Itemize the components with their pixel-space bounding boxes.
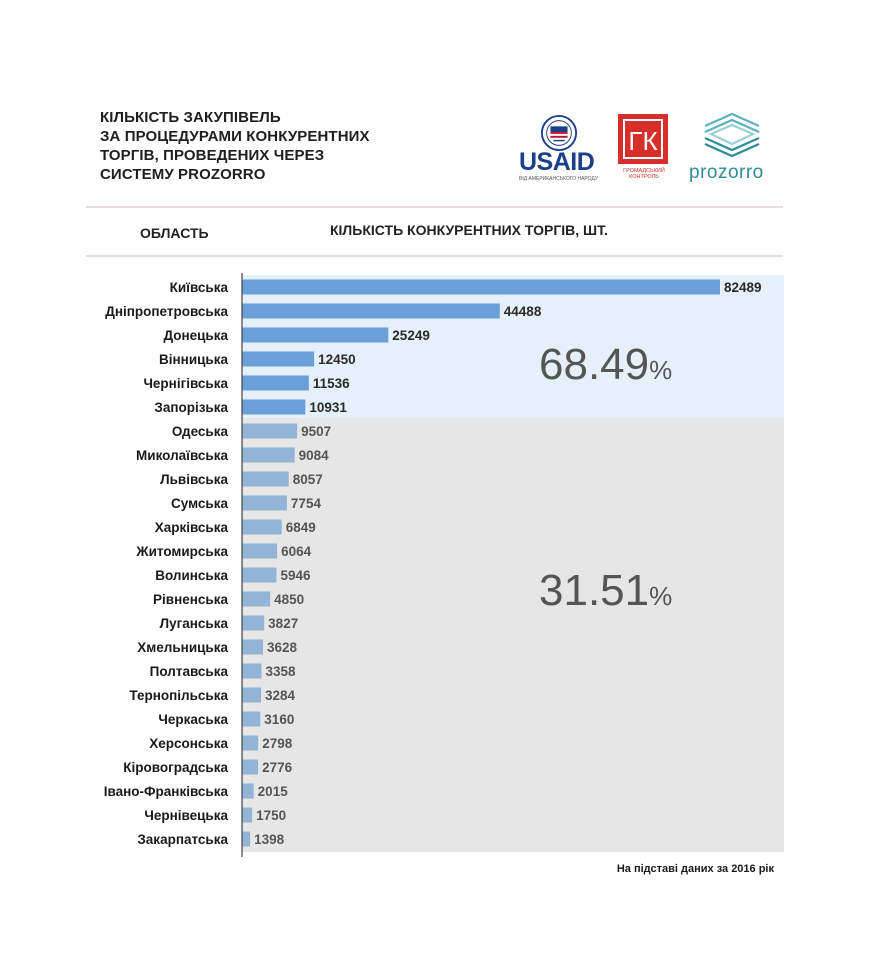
category-label: Вінницька [159, 352, 228, 367]
category-label: Миколаївська [136, 448, 228, 463]
bar-23 [242, 808, 252, 823]
title-line: ЗА ПРОЦЕДУРАМИ КОНКУРЕНТНИХ [100, 128, 370, 145]
value-label: 1750 [256, 808, 287, 823]
category-label: Закарпатська [137, 832, 228, 847]
bar-21 [242, 760, 258, 775]
share-top-group [539, 340, 672, 390]
bar-22 [242, 784, 254, 799]
value-label: 44488 [503, 304, 542, 319]
category-label: Харківська [154, 520, 228, 535]
value-label: 3358 [265, 664, 296, 679]
category-label: Донецька [163, 328, 228, 343]
category-label: Івано-Франківська [103, 784, 228, 799]
bar-1 [242, 280, 720, 295]
value-label: 7754 [290, 496, 321, 511]
value-label: 9507 [301, 424, 332, 439]
bar-20 [242, 736, 258, 751]
bar-15 [242, 616, 264, 631]
category-label: Чернігівська [143, 376, 228, 391]
category-label: Волинська [155, 568, 228, 583]
category-label: Луганська [159, 616, 228, 631]
bar-12 [242, 544, 277, 559]
category-label: Київська [169, 280, 228, 295]
value-label: 25249 [392, 328, 430, 343]
value-label: 3284 [265, 688, 296, 703]
category-label: Одеська [171, 424, 228, 439]
group-panel-rest [242, 418, 784, 852]
group-panel-top [242, 275, 784, 419]
value-label: 4850 [274, 592, 305, 607]
category-label: Полтавська [149, 664, 228, 679]
category-label: Кіровоградська [123, 760, 228, 775]
bar-4 [242, 352, 314, 367]
share-rest-value: 31.51 [539, 566, 650, 615]
value-label: 6849 [285, 520, 316, 535]
title-line: СИСТЕМУ PROZORRO [100, 166, 266, 183]
share-rest-group [539, 566, 672, 616]
column-header-count: КІЛЬКІСТЬ КОНКУРЕНТНИХ ТОРГІВ, ШТ. [330, 222, 608, 238]
category-label: Сумська [171, 496, 228, 511]
category-label: Тернопільська [129, 688, 228, 703]
category-label: Чернівецька [144, 808, 228, 823]
prozorro-wordmark: prozorro [689, 162, 764, 183]
bar-9 [242, 472, 289, 487]
value-label: 12450 [318, 352, 356, 367]
value-label: 9084 [298, 448, 329, 463]
category-label: Запорізька [154, 400, 228, 415]
bar-11 [242, 520, 282, 535]
bar-5 [242, 376, 309, 391]
bar-18 [242, 688, 261, 703]
bar-17 [242, 664, 261, 679]
value-label: 3628 [267, 640, 298, 655]
value-label: 82489 [724, 280, 762, 295]
title-line: КІЛЬКІСТЬ ЗАКУПІВЕЛЬ [100, 109, 281, 126]
category-label: Черкаська [158, 712, 228, 727]
title-line: ТОРГІВ, ПРОВЕДЕНИХ ЧЕРЕЗ [100, 147, 325, 164]
bar-3 [242, 328, 388, 343]
category-label: Херсонська [149, 736, 228, 751]
category-label: Хмельницька [137, 640, 228, 655]
gk-wordmark: ГК [623, 119, 663, 159]
category-label: Рівненська [153, 592, 228, 607]
value-label: 10931 [309, 400, 347, 415]
value-label: 2015 [257, 784, 288, 799]
usaid-wordmark: USAID [519, 148, 595, 176]
value-label: 2798 [262, 736, 293, 751]
bar-7 [242, 424, 297, 439]
bar-13 [242, 568, 276, 583]
source-note: На підставі даних за 2016 рік [616, 863, 774, 875]
bar-10 [242, 496, 287, 511]
value-label: 8057 [292, 472, 323, 487]
bar-8 [242, 448, 295, 463]
share-rest-unit: % [649, 581, 673, 611]
category-label: Житомирська [136, 544, 228, 559]
bar-6 [242, 400, 305, 415]
share-top-value: 68.49 [539, 340, 650, 389]
gk-subtitle: ГРОМАДСЬКИЙ КОНТРОЛЬ [623, 168, 665, 180]
value-label: 5946 [280, 568, 311, 583]
value-label: 3827 [268, 616, 299, 631]
category-label: Дніпропетровська [105, 304, 228, 319]
value-label: 6064 [281, 544, 312, 559]
bar-24 [242, 832, 250, 847]
column-header-region: ОБЛАСТЬ [140, 225, 209, 241]
value-label: 2776 [262, 760, 293, 775]
value-label: 11536 [312, 376, 350, 391]
bar-19 [242, 712, 260, 727]
value-label: 3160 [264, 712, 295, 727]
bar-16 [242, 640, 263, 655]
value-label: 1398 [254, 832, 285, 847]
category-label: Львівська [160, 472, 228, 487]
bar-14 [242, 592, 270, 607]
share-top-unit: % [649, 355, 673, 385]
usaid-subtitle: ВІД АМЕРИКАНСЬКОГО НАРОДУ [519, 176, 599, 182]
bar-2 [242, 304, 500, 319]
